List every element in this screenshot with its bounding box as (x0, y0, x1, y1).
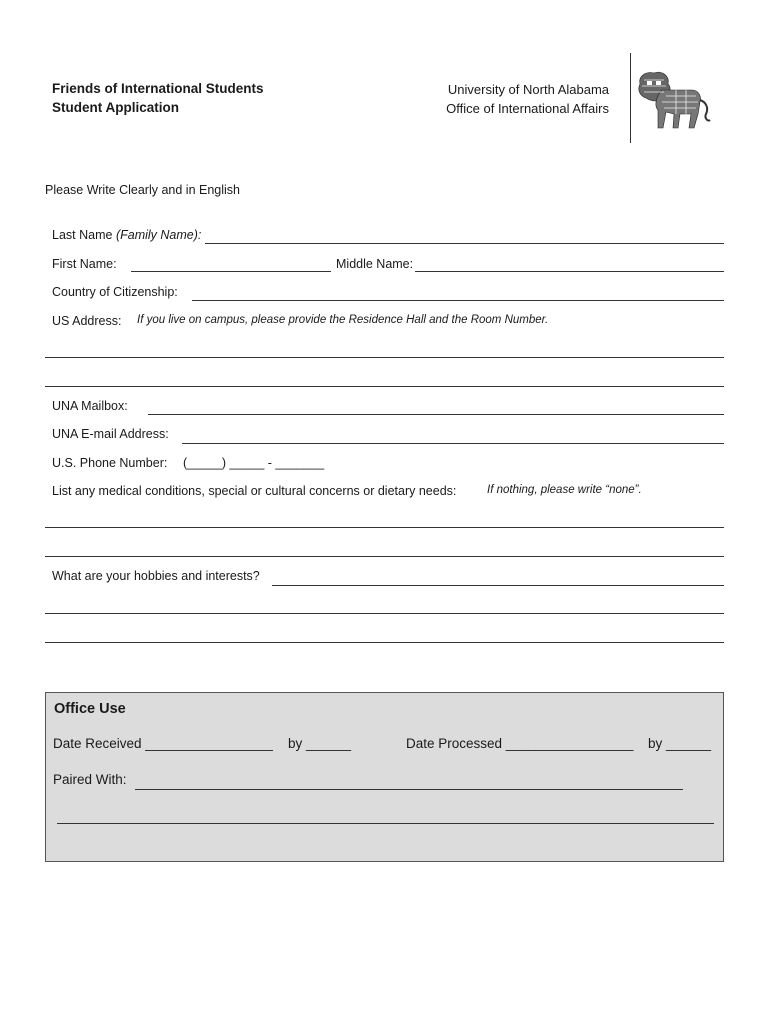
date-received-field[interactable]: Date Received _________________ (53, 736, 273, 751)
middle-name-label: Middle Name: (336, 257, 414, 271)
header-divider (630, 53, 631, 143)
paired-with-label: Paired With: (53, 772, 127, 787)
phone-field[interactable]: (_____) _____ - _______ (183, 456, 325, 470)
hobbies-line-3[interactable] (45, 642, 724, 643)
lion-mascot-icon (636, 70, 712, 132)
mailbox-label: UNA Mailbox: (52, 399, 128, 413)
us-address-line-2[interactable] (45, 386, 724, 387)
first-name-label: First Name: (52, 257, 117, 271)
last-name-hint: (Family Name): (115, 228, 202, 242)
processed-by-field[interactable]: by ______ (648, 736, 712, 751)
org-name: University of North Alabama (447, 82, 609, 97)
mailbox-field[interactable] (148, 414, 724, 415)
office-use-title: Office Use (54, 701, 126, 717)
first-name-field[interactable] (131, 271, 331, 272)
form-title-line2: Student Application (52, 100, 179, 115)
hobbies-label: What are your hobbies and interests? (52, 569, 260, 583)
us-address-hint: If you live on campus, please provide the Residence Hall and the Room Number. (137, 314, 549, 326)
paired-with-line-2[interactable] (57, 823, 714, 824)
last-name-label-text: Last Name (52, 228, 113, 242)
country-field[interactable] (192, 300, 724, 301)
middle-name-field[interactable] (415, 271, 724, 272)
form-title-line1: Friends of International Students (52, 81, 264, 96)
country-label: Country of Citizenship: (52, 285, 178, 299)
email-field[interactable] (182, 443, 724, 444)
org-office: Office of International Affairs (446, 101, 609, 116)
medical-line-2[interactable] (45, 556, 724, 557)
hobbies-field[interactable] (272, 585, 724, 586)
date-processed-field[interactable]: Date Processed _________________ (406, 736, 634, 751)
us-address-label: US Address: (52, 314, 122, 328)
email-label: UNA E-mail Address: (52, 427, 169, 441)
medical-label: List any medical conditions, special or cultural concerns or dietary needs: (52, 484, 457, 498)
office-use-box (45, 692, 724, 862)
medical-line-1[interactable] (45, 527, 724, 528)
last-name-label (52, 228, 201, 242)
instructions: Please Write Clearly and in English (45, 183, 241, 197)
form-title (52, 79, 264, 117)
received-by-field[interactable]: by ______ (288, 736, 352, 751)
last-name-field[interactable] (205, 243, 724, 244)
phone-label: U.S. Phone Number: (52, 456, 168, 470)
paired-with-field[interactable] (135, 789, 683, 790)
medical-hint: If nothing, please write “none”. (487, 484, 642, 496)
us-address-line-1[interactable] (45, 357, 724, 358)
hobbies-line-2[interactable] (45, 613, 724, 614)
org-block (446, 80, 609, 118)
